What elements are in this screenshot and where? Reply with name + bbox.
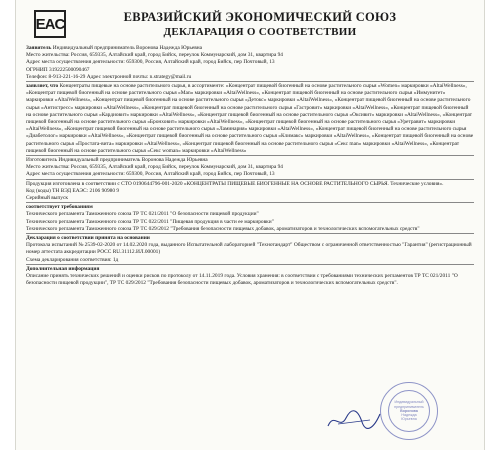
seal-text-name2: Надежда: [401, 413, 417, 418]
seal-text-name: Воронова: [400, 408, 418, 413]
applicant-section: [26, 45, 474, 82]
requirement-item: Технического регламента Таможенного союза ТР ТС 029/2012 "Требования безопасности пищевых добавок, ароматизаторов и технологических вспомогательных средств": [26, 225, 420, 232]
seal-text-middle: предприниматель: [394, 404, 424, 409]
applicant-ogrn: ОГРНИП 319222500090467: [26, 66, 90, 73]
company-seal: [380, 382, 438, 440]
product-section: [26, 181, 474, 204]
eac-logo: EAC: [34, 10, 66, 38]
requirements-label: соответствует требованиям: [26, 204, 93, 211]
grounds-section: [26, 235, 474, 265]
product-standard: Продукция изготовлена в соответствии с СТО 0190644796-001-2020 «КОНЦЕНТРАТЫ ПИЩЕВЫЕ БИОГЕННЫЕ НА ОСНОВЕ РАСТИТЕЛЬНОГО СЫРЬЯ. Технические условия».: [26, 180, 444, 187]
seal-text-top: Индивидуальный: [394, 400, 424, 405]
declaration-section: [26, 83, 474, 156]
additional-text: Описание принять технических решений и оценки рисков по протоколу от 14.11.2019 года. Условия хранения: в соответствии с требованиями технических регламентов ТР ТС 021/2011 "О безопасности пищевой продукции", ТР ТС 029/2012 "Требования безопасности пищевых добавок, ароматизаторов и технологических вспомогательных средств".: [26, 273, 458, 287]
requirement-item: Технического регламента Таможенного союза ТР ТС 022/2011 "Пищевая продукция в части ее маркировки": [26, 218, 274, 225]
applicant-phone: Телефон: 8-913-221-16-29 Адрес электронной почты: n.strategy@mail.ru: [26, 73, 192, 80]
grounds-label: Декларация о соответствии принята на основании: [26, 235, 150, 242]
manufacturer-name: Изготовитель Индивидуальный предприниматель Воронова Надежда Юрьевна: [26, 157, 208, 164]
applicant-activity-address: Адрес места осуществления деятельности: 659300, Россия, Алтайский край, город Бийск, пер Почтовый, 13: [26, 59, 275, 66]
manufacturer-address: Место жительства: Россия, 659335, Алтайский край, город Бийск, переулок Коммунарский, дом 31, квартира 94: [26, 164, 283, 171]
applicant-name: Индивидуальный предприниматель Воронова Надежда Юрьевна: [52, 45, 203, 51]
applicant-address: Место жительства: Россия, 659335, Алтайский край, город Бийск, переулок Коммунарский, дом 31, квартира 94: [26, 52, 283, 59]
grounds-scheme: Схема декларирования соответствия: 1д: [26, 256, 119, 263]
manufacturer-section: [26, 157, 474, 180]
additional-label: Дополнительная информация: [26, 265, 100, 272]
seal-text-name3: Юрьевна: [401, 417, 417, 422]
requirements-section: [26, 204, 474, 234]
manufacturer-activity-address: Адрес места осуществления деятельности: 659300, Россия, Алтайский край, город Бийск, пер Почтовый, 13: [26, 171, 275, 178]
product-release: Серийный выпуск: [26, 195, 69, 202]
document-header: [26, 4, 474, 44]
seal-inner: [388, 390, 430, 432]
additional-section: [26, 266, 474, 288]
declaration-document: [15, 0, 485, 450]
declaration-products: Концентраты пищевые на основе растительного сырья, в ассортименте: «Концентрат пищевой биогенный на основе растительного сырья «Women» маркировки «AltaiWellness», «Концентрат пищевой биогенный на основе растительного сырья «Man» маркировки «AltaiWellness», «Концентрат пищевой биогенный на основе растительного сырья «Иммунитет» маркировки «AltaiWellness», «Концентрат пищевой биогенный на основе растительного сырья «Детокс» маркировки «AltaiWellness», «Концентрат пищевой биогенный на основе растительного сырья «Антистресс» маркировки «AltaiWellness», «Концентрат пищевой биогенный на основе растительного сырья «Гастровит» маркировки «AltaiWellness», «Концентрат пищевой биогенный на основе растительного сырья «Кардиовит» маркировки «AltaiWellness», «Концентрат пищевой биогенный на основе растительного сырья «Оксивит» маркировки «AltaiWellness», «Концентрат пищевой биогенный на основе растительного сырья «Бронховит» маркировки «AltaiWellness», «Концентрат пищевой биогенный на основе растительного сырья «Уретравит» маркировки «AltaiWellness», «Концентрат пищевой биогенный на основе растительного сырья «Ламинария» маркировки «AltaiWellness», «Концентрат пищевой биогенный на основе растительного сырья «Диабетолог» маркировки «AltaiWellness», «Концентрат пищевой биогенный на основе растительного сырья «Климакс» маркировки «AltaiWellness», «Концентрат пищевой биогенный на основе растительного сырья «Простата-вита» маркировки «AltaiWellness», «Концентрат пищевой биогенный на основе растительного сырья «Секс man» маркировки «AltaiWellness», «Концентрат пищевой биогенный на основе растительного сырья «Секс woman» маркировки «AltaiWellness»: [26, 83, 474, 154]
union-title: ЕВРАЗИЙСКИЙ ЭКОНОМИЧЕСКИЙ СОЮЗ: [123, 10, 397, 24]
document-titles: [46, 10, 474, 38]
grounds-protocol: Протокола испытаний № 2539-02-2020 от 14.02.2020 года, выданного Испытательной лабораторией "Технотандарт" Обществом с ограниченной ответственностью "Гарантия" (регистрационный номер аттестата аккредитации РОСС RU.31112.ИЛ.00001): [26, 242, 472, 256]
product-code: Код (коды) ТН ВЭД ЕАЭС: 2106 90980 9: [26, 187, 120, 194]
declaration-lead: заявляет, что: [26, 83, 59, 90]
document-body: [26, 45, 474, 288]
requirement-item: Технического регламента Таможенного союза ТР ТС 021/2011 "О безопасности пищевой продукции": [26, 211, 259, 218]
applicant-label: Заявитель: [26, 45, 52, 51]
signature-mark: [324, 404, 384, 434]
declaration-title: ДЕКЛАРАЦИЯ О СООТВЕТСТВИИ: [163, 26, 357, 38]
